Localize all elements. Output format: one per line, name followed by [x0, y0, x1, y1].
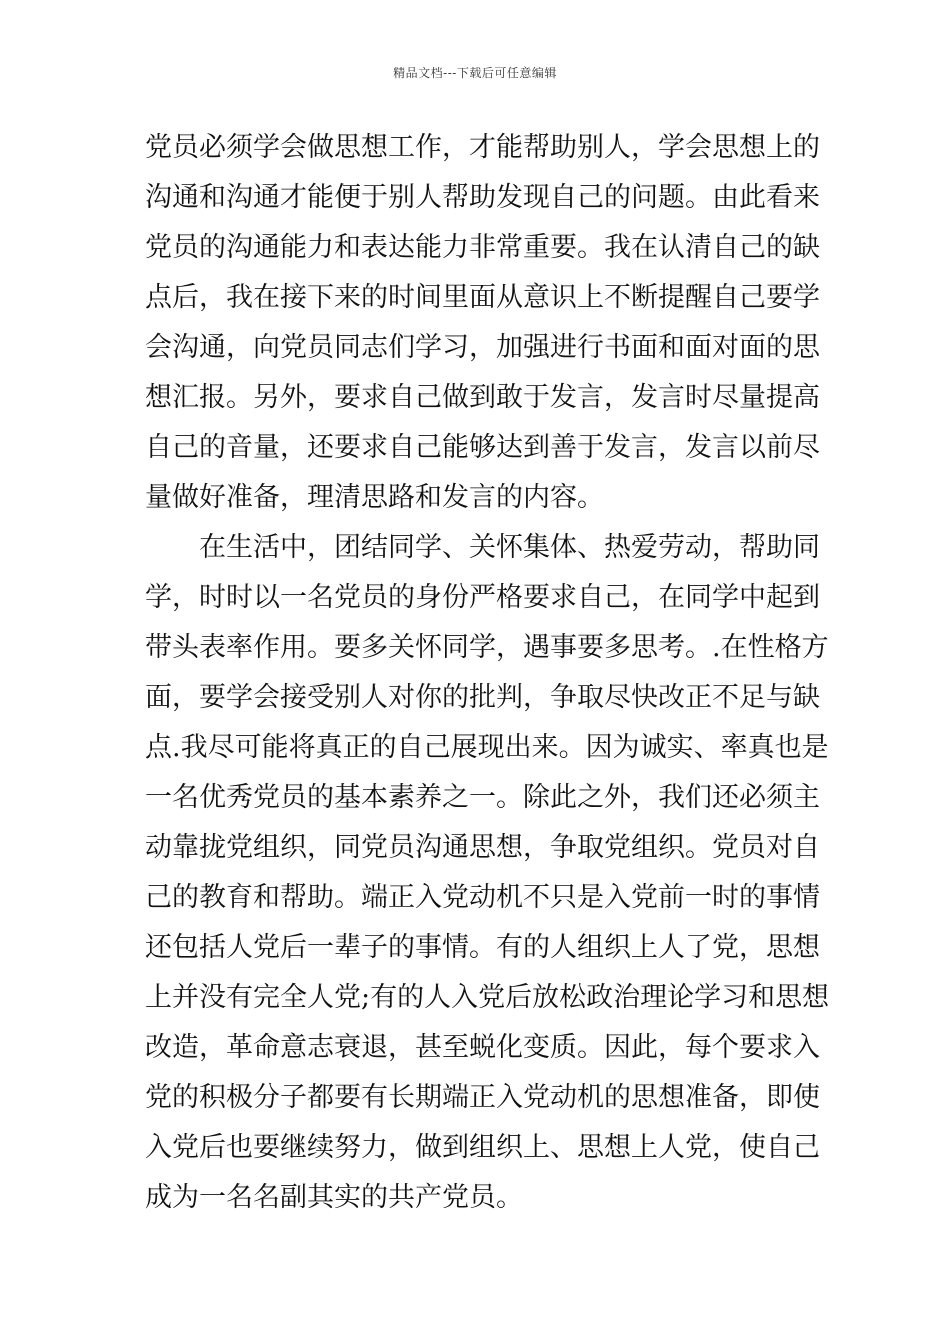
paragraph-1-line-2: 沟通和沟通才能便于别人帮助发现自己的问题。由此看来 — [145, 182, 820, 213]
document-body — [145, 123, 830, 1223]
paragraph-1-line-7: 自己的音量，还要求自己能够达到善于发言，发言以前尽 — [145, 432, 820, 463]
paragraph-2-line-4: 面，要学会接受别人对你的批判，争取尽快改正不足与缺 — [145, 682, 820, 713]
paragraph-2-line-11: 改造，革命意志衰退，甚至蜕化变质。因此，每个要求入 — [145, 1032, 820, 1063]
paragraph-2-line-14: 成为一名名副其实的共产党员。 — [145, 1182, 523, 1213]
paragraph-2-line-10: 上并没有完全人党;有的人入党后放松政治理论学习和思想 — [145, 982, 830, 1013]
paragraph-2-line-2: 学，时时以一名党员的身份严格要求自己，在同学中起到 — [145, 582, 820, 613]
paragraph-2-line-3: 带头表率作用。要多关怀同学，遇事要多思考。.在性格方 — [145, 632, 829, 663]
paragraph-2-line-12: 党的积极分子都要有长期端正入党动机的思想准备，即使 — [145, 1082, 820, 1113]
paragraph-2-line-8: 己的教育和帮助。端正入党动机不只是入党前一时的事情 — [145, 882, 820, 913]
paragraph-2-line-13: 入党后也要继续努力，做到组织上、思想上人党，使自己 — [145, 1132, 820, 1163]
paragraph-2-line-7: 动靠拢党组织，同党员沟通思想，争取党组织。党员对自 — [145, 832, 820, 863]
paragraph-2-line-9: 还包括人党后一辈子的事情。有的人组织上人了党，思想 — [145, 932, 820, 963]
paragraph-2-line-6: 一名优秀党员的基本素养之一。除此之外，我们还必须主 — [145, 782, 820, 813]
paragraph-1-line-1: 党员必须学会做思想工作，才能帮助别人，学会思想上的 — [145, 132, 820, 163]
paragraph-2-line-1: 在生活中，团结同学、关怀集体、热爱劳动，帮助同 — [199, 532, 820, 563]
paragraph-1-line-8: 量做好准备，理清思路和发言的内容。 — [145, 482, 604, 513]
paragraph-1-line-4: 点后，我在接下来的时间里面从意识上不断提醒自己要学 — [145, 282, 820, 313]
page-header: 精品文档---下载后可任意编辑 — [393, 66, 557, 80]
paragraph-2-line-5: 点.我尽可能将真正的自己展现出来。因为诚实、率真也是 — [145, 732, 829, 763]
paragraph-1-line-6: 想汇报。另外，要求自己做到敢于发言，发言时尽量提高 — [145, 382, 820, 413]
paragraph-1-line-5: 会沟通，向党员同志们学习，加强进行书面和面对面的思 — [145, 332, 820, 363]
paragraph-1-line-3: 党员的沟通能力和表达能力非常重要。我在认清自己的缺 — [145, 232, 820, 263]
